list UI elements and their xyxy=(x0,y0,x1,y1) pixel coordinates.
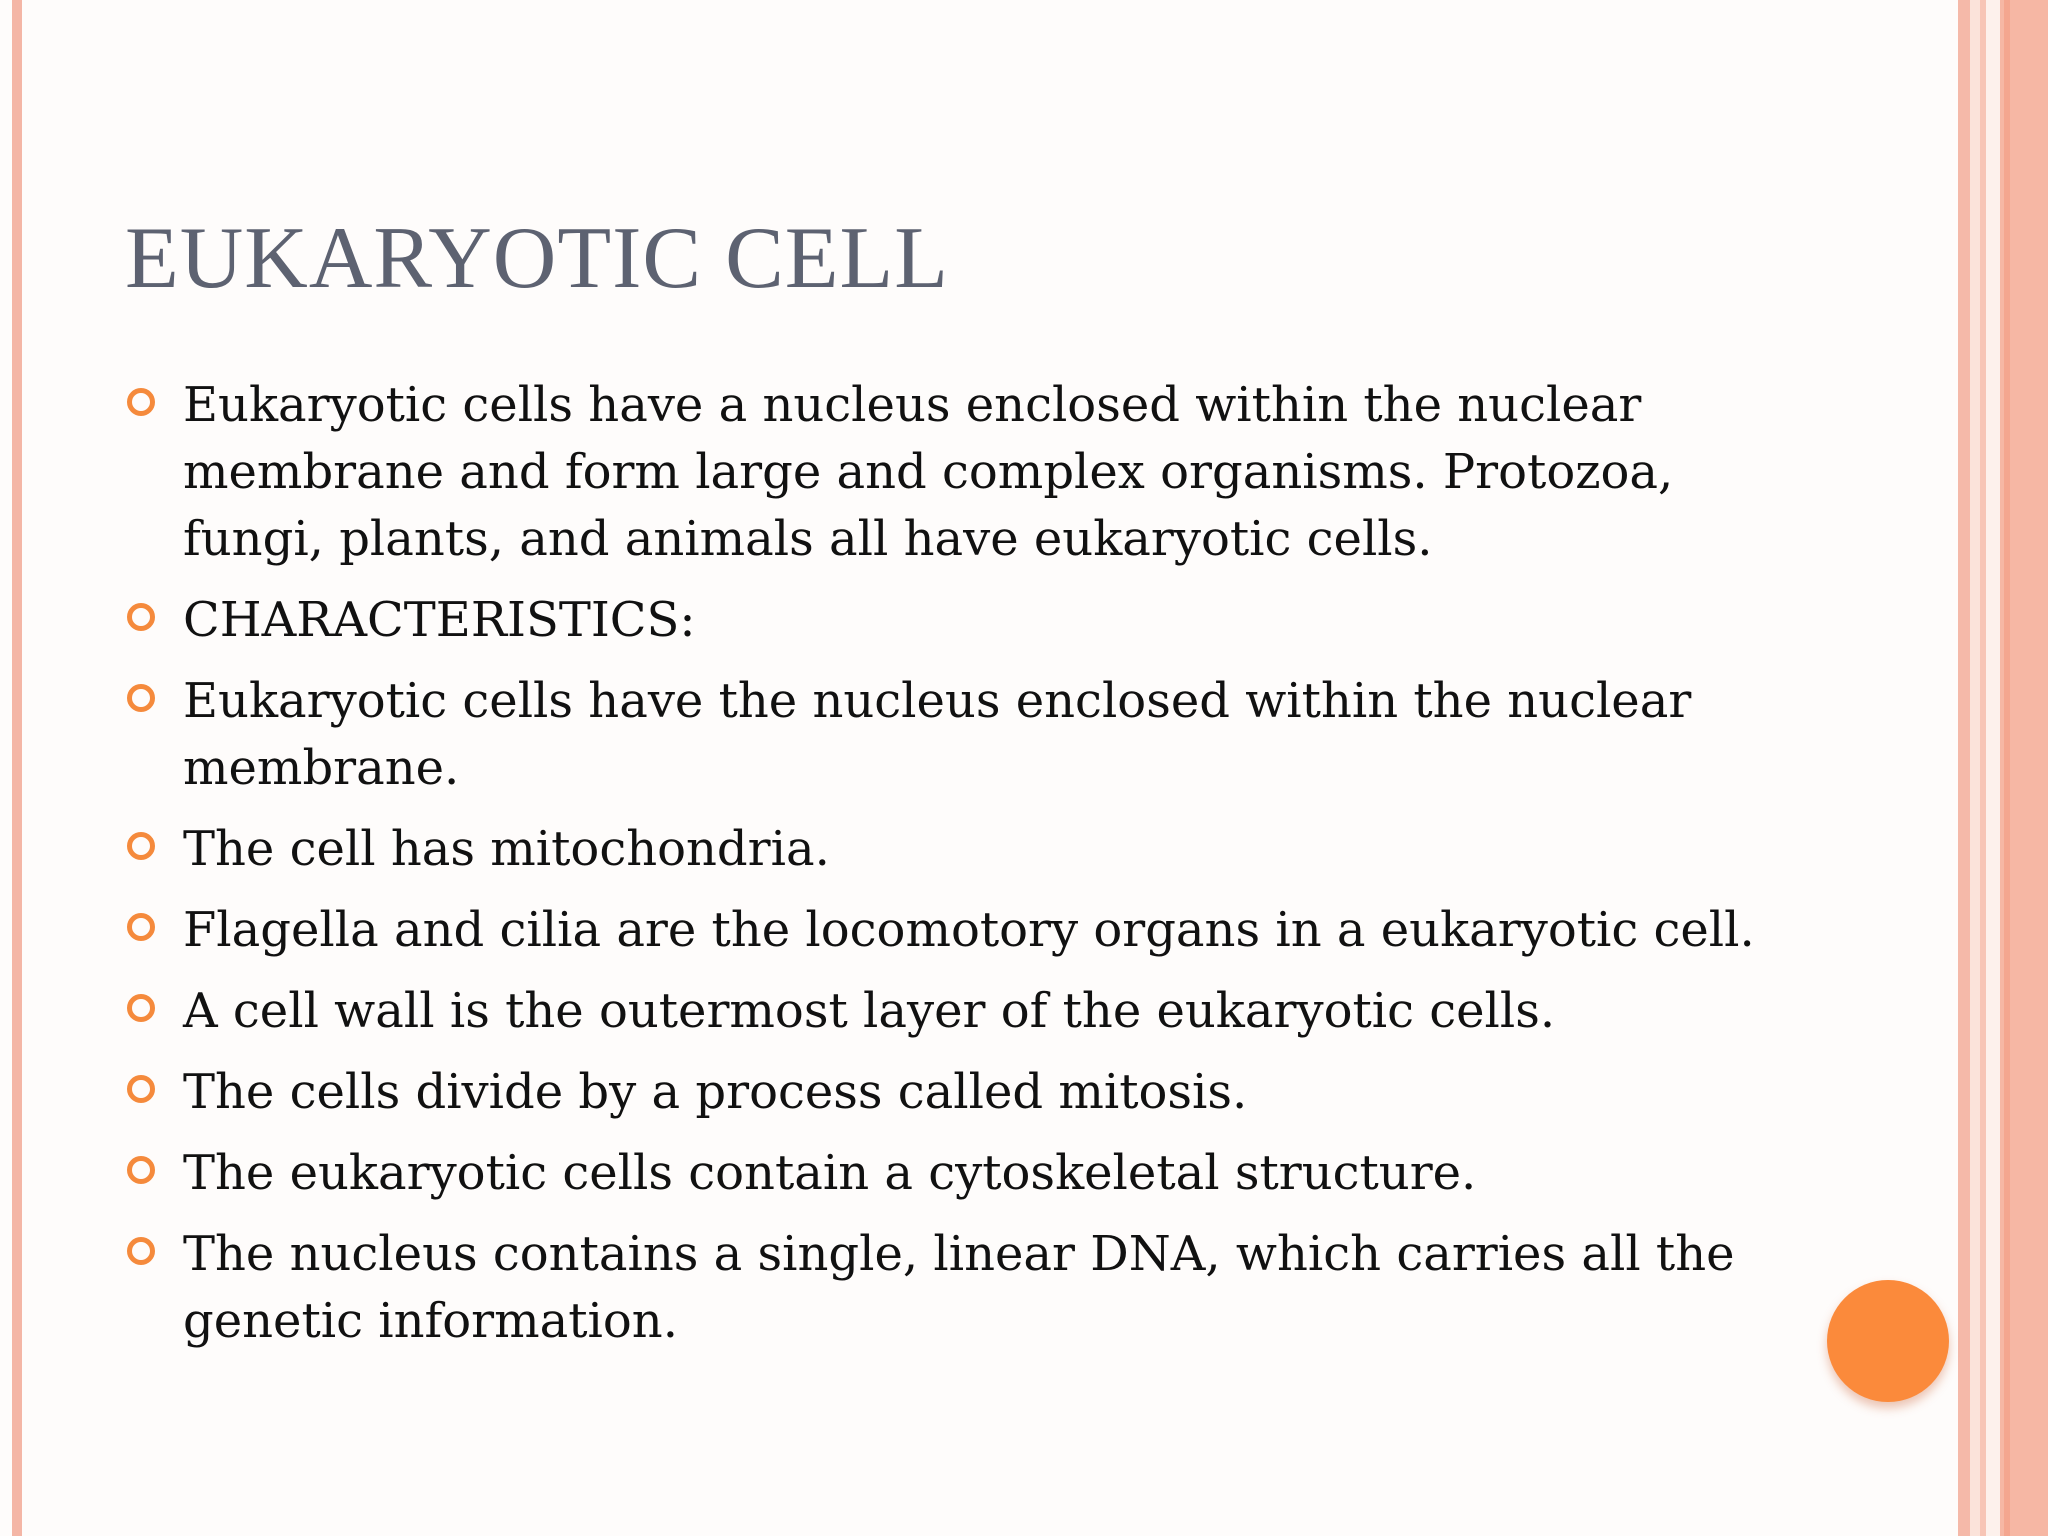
hollow-circle-icon xyxy=(127,832,155,860)
list-item xyxy=(125,1059,1765,1126)
hollow-circle-icon xyxy=(127,684,155,712)
hollow-circle-icon xyxy=(127,1075,155,1103)
list-item xyxy=(125,1221,1765,1355)
bullet-text: Eukaryotic cells have a nucleus enclosed within the nuclear membrane and form large and complex organisms. Protozoa, fungi, plants, and animals all have eukaryotic cells. xyxy=(183,377,1674,567)
bullet-text: Flagella and cilia are the locomotory organs in a eukaryotic cell. xyxy=(183,902,1755,958)
bullet-text: The cell has mitochondria. xyxy=(183,821,830,877)
hollow-circle-icon xyxy=(127,1237,155,1265)
list-item xyxy=(125,587,1765,654)
right-decorative-stripe xyxy=(1970,0,1980,1536)
right-decorative-stripe xyxy=(1986,0,2000,1536)
slide-title: EUKARYOTIC CELL xyxy=(125,210,950,307)
list-item xyxy=(125,1140,1765,1207)
hollow-circle-icon xyxy=(127,1156,155,1184)
hollow-circle-icon xyxy=(127,913,155,941)
right-decorative-stripe xyxy=(2004,0,2010,1536)
list-item xyxy=(125,897,1765,964)
list-item xyxy=(125,668,1765,802)
orange-circle-decoration xyxy=(1827,1280,1949,1402)
bullet-text: CHARACTERISTICS: xyxy=(183,592,696,648)
bullet-text: The cells divide by a process called mitosis. xyxy=(183,1064,1248,1120)
bullet-text: The eukaryotic cells contain a cytoskeletal structure. xyxy=(183,1145,1477,1201)
bullet-text: A cell wall is the outermost layer of the eukaryotic cells. xyxy=(183,983,1556,1039)
hollow-circle-icon xyxy=(127,994,155,1022)
hollow-circle-icon xyxy=(127,388,155,416)
bullet-text: Eukaryotic cells have the nucleus enclosed within the nuclear membrane. xyxy=(183,673,1692,796)
list-item xyxy=(125,816,1765,883)
hollow-circle-icon xyxy=(127,603,155,631)
list-item xyxy=(125,978,1765,1045)
right-decorative-stripe xyxy=(1958,0,1970,1536)
bullet-text: The nucleus contains a single, linear DNA, which carries all the genetic information. xyxy=(183,1226,1735,1349)
left-decorative-stripe xyxy=(12,0,22,1536)
bullet-list xyxy=(125,372,1765,1369)
list-item xyxy=(125,372,1765,573)
